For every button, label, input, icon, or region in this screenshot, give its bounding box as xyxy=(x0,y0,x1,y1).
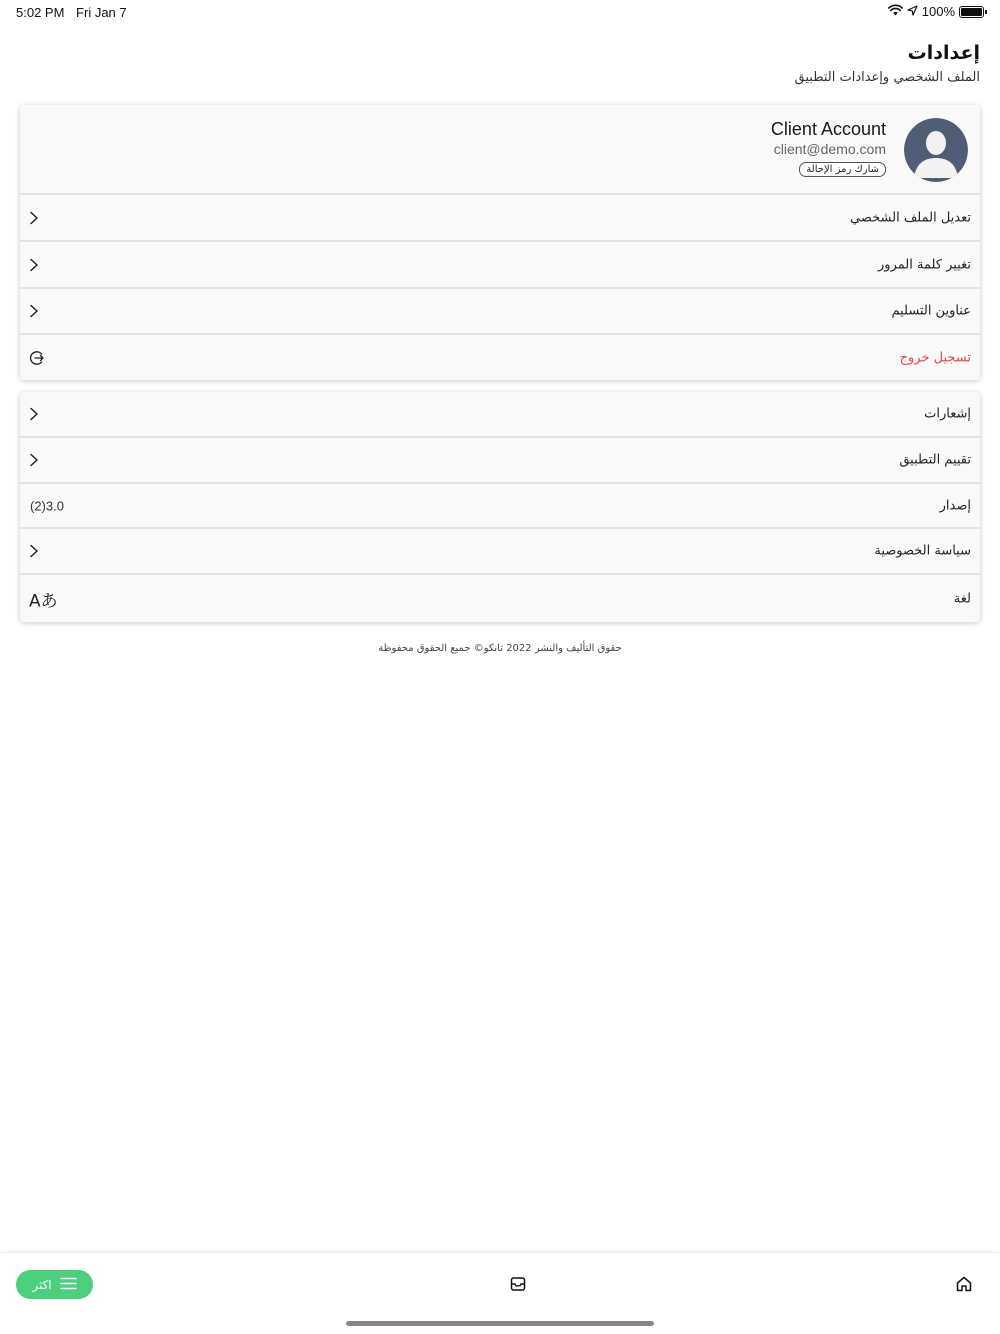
profile-email: client@demo.com xyxy=(773,141,886,157)
copyright-text: حقوق التأليف والنشر 2022 تانكو© جميع الحقوق محفوظة xyxy=(378,643,622,654)
menu-item-language[interactable] xyxy=(20,575,980,622)
tab-home[interactable] xyxy=(955,1275,973,1297)
translate-icon: Aあ xyxy=(29,591,58,611)
inbox-icon xyxy=(509,1278,527,1297)
tab-more[interactable] xyxy=(16,1270,93,1299)
profile-info xyxy=(771,119,886,177)
avatar[interactable] xyxy=(904,118,968,182)
chevron-right-icon xyxy=(29,453,39,467)
chevron-right-icon xyxy=(29,211,39,225)
chevron-right-icon xyxy=(29,544,39,558)
menu-item-rate-app[interactable] xyxy=(20,438,980,484)
menu-item-version xyxy=(20,484,980,529)
status-time: 5:02 PM xyxy=(16,5,65,20)
page-header xyxy=(795,42,981,85)
tab-orders[interactable] xyxy=(509,1275,527,1297)
app-settings-card xyxy=(20,392,980,622)
profile-name: Client Account xyxy=(770,119,886,139)
chevron-right-icon xyxy=(29,258,39,272)
menu-item-label: عناوين التسليم xyxy=(891,303,971,319)
status-date: Fri Jan 7 xyxy=(76,5,127,20)
menu-item-label: تعديل الملف الشخصي xyxy=(850,210,971,225)
battery-icon xyxy=(959,6,984,18)
status-bar xyxy=(0,0,1000,24)
chevron-right-icon xyxy=(29,407,39,421)
menu-item-change-password[interactable] xyxy=(20,242,980,289)
chevron-right-icon xyxy=(29,304,39,318)
menu-item-logout[interactable] xyxy=(20,335,980,380)
menu-item-privacy-policy[interactable] xyxy=(20,529,980,575)
battery-percent: 100% xyxy=(921,4,955,19)
menu-item-label: تقييم التطبيق xyxy=(899,452,971,468)
menu-item-edit-profile[interactable] xyxy=(20,195,980,242)
wifi-icon xyxy=(888,4,903,19)
home-icon xyxy=(955,1278,973,1297)
logout-label: تسجيل خروج xyxy=(899,350,971,365)
menu-item-notifications[interactable] xyxy=(20,392,980,438)
home-indicator[interactable] xyxy=(346,1321,654,1326)
menu-item-delivery-addresses[interactable] xyxy=(20,289,980,335)
location-arrow-icon xyxy=(907,4,918,19)
menu-item-label: سياسة الخصوصية xyxy=(874,543,971,559)
share-referral-code-button[interactable]: شارك رمز الإحالة xyxy=(799,162,886,177)
page-title: إعدادات xyxy=(907,42,980,64)
menu-item-label: تغيير كلمة المرور xyxy=(878,257,971,272)
status-left xyxy=(16,5,135,20)
status-right xyxy=(888,4,984,19)
page-subtitle: الملف الشخصي وإعدادات التطبيق xyxy=(794,70,980,85)
menu-item-label: إشعارات xyxy=(924,406,971,422)
version-value: (2)3.0 xyxy=(30,498,64,513)
tab-more-label: اكثر xyxy=(32,1277,52,1292)
profile-section xyxy=(20,105,980,195)
menu-icon xyxy=(60,1277,77,1293)
account-card xyxy=(20,105,980,380)
logout-icon xyxy=(29,350,45,366)
menu-item-label: لغة xyxy=(953,591,971,606)
user-avatar-icon xyxy=(904,118,968,182)
menu-item-label: إصدار xyxy=(939,498,971,513)
